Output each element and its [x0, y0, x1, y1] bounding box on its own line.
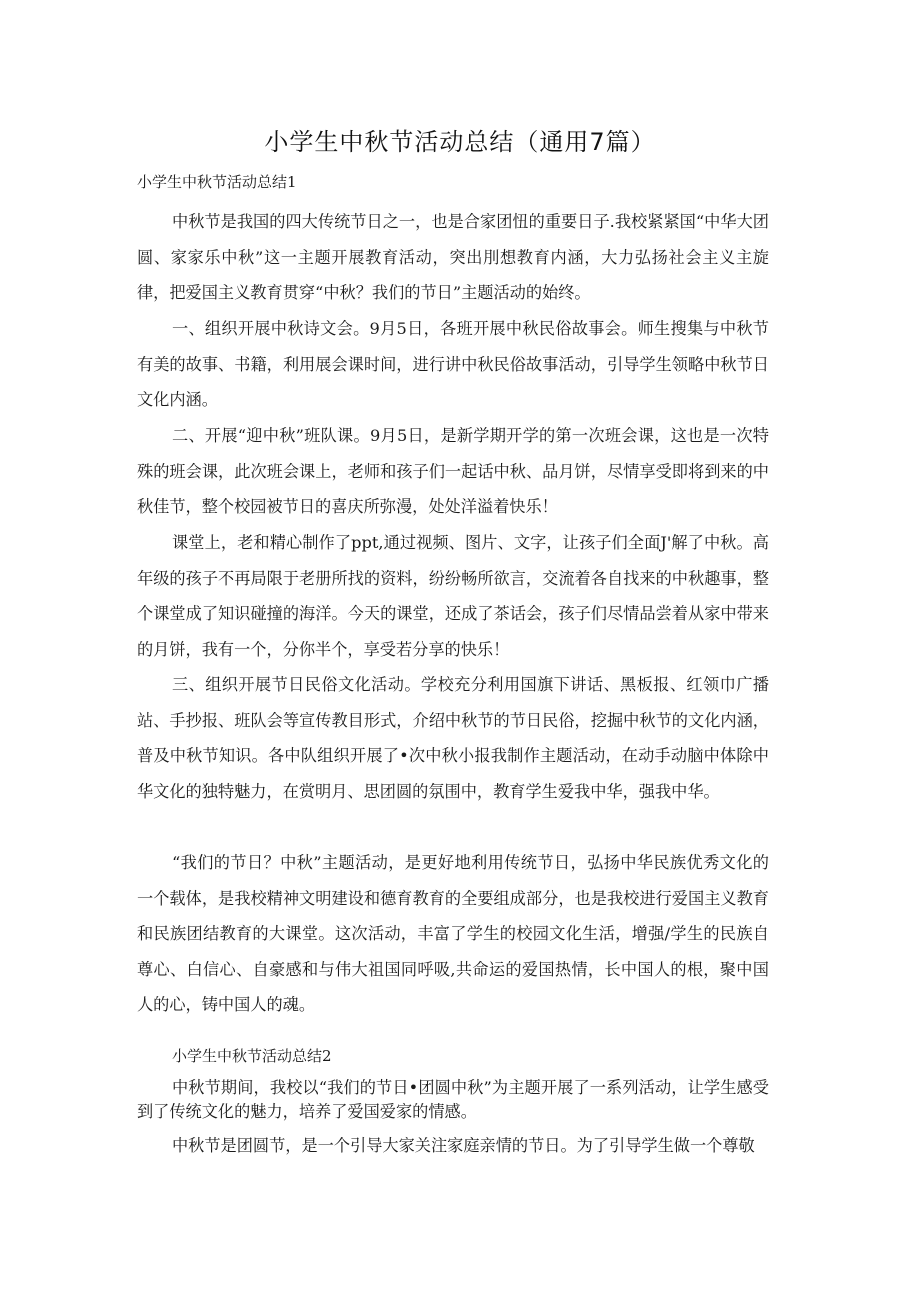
paragraph: 三、组织开展节日民俗文化活动。学校充分利用国旗下讲话、黑板报、红领巾广播站、手抄报、班队会等宣传教目形式，介绍中秋节的节日民俗，挖掘中秋节的文化内涵，普及中秋节知识。各中队组织开展了•次中秋小报我制作主题活动，在动手动脑中体除中华文化的独特魅力，在赏明月、思团圆的氛围中，教育学生爱我中华，强我中华。: [137, 675, 769, 801]
paragraph: 课堂上，老和精心制作了ppt,通过视频、图片、文字，让孩子们全面J'解了中秋。高年级的孩子不再局限于老册所找的资料，纷纷畅所欲言，交流着各自找来的中秋趣事，整个课堂成了知识碰撞的海洋。今天的课堂，还成了茶话会，孩子们尽情品尝着从家中带来的月饼，我有一个，分你半个，享受若分享的快乐！: [137, 533, 769, 659]
section-heading-1: 小学生中秋节活动总结1: [137, 173, 297, 191]
document-title: 小学生中秋节活动总结（通用7篇）: [264, 128, 656, 156]
paragraph: 二、开展“迎中秋”班队课。9月5日，是新学期开学的第一次班会课，这也是一次特殊的班会课，此次班会课上，老师和孩子们一起话中秋、品月饼，尽情享受即将到来的中秋佳节，整个校园被节日的喜庆所弥漫，处处洋溢着快乐！: [137, 426, 769, 517]
paragraph: 中秋节期间，我校以“我们的节日•团圆中秋”为主题开展了一系列活动，让学生感受到了传统文化的魅力，培养了爱国爱家的情感。: [137, 1078, 769, 1121]
paragraph: 中秋节是团圆节，是一个引导大家关注家庭亲情的节日。为了引导学生做一个尊敬: [172, 1136, 755, 1155]
paragraph: 一、组织开展中秋诗文会。9月5日，各班开展中秋民俗故事会。师生搜集与中秋节有美的故事、书籍，利用展会课时间，进行讲中秋民俗故事活动，引导学生领略中秋节日文化内涵。: [137, 319, 769, 410]
paragraph: 中秋节是我国的四大传统节日之一，也是合家团忸的重要日子.我校紧紧国“中华大团圆、家家乐中秋”这一主题开展教育活动，突出刖想教育内涵，大力弘扬社会主义主旋律，把爱国主义教育贯穿“中秋？我们的节日”主题活动的始终。: [137, 212, 769, 303]
section-heading-2: 小学生中秋节活动总结2: [172, 1047, 332, 1065]
paragraph: “我们的节日？中秋”主题活动，是更好地利用传统节日，弘扬中华民族优秀文化的一个载体，是我校精神文明建设和德育教育的全要组成部分，也是我校进行爱国主义教育和民族团结教育的大课堂。这次活动，丰富了学生的校园文化生活，增强/学生的民族自尊心、白信心、自豪感和与伟大祖国同呼吸,共命运的爱国热情，长中国人的根，聚中国人的心，铸中国人的魂。: [137, 853, 769, 1015]
